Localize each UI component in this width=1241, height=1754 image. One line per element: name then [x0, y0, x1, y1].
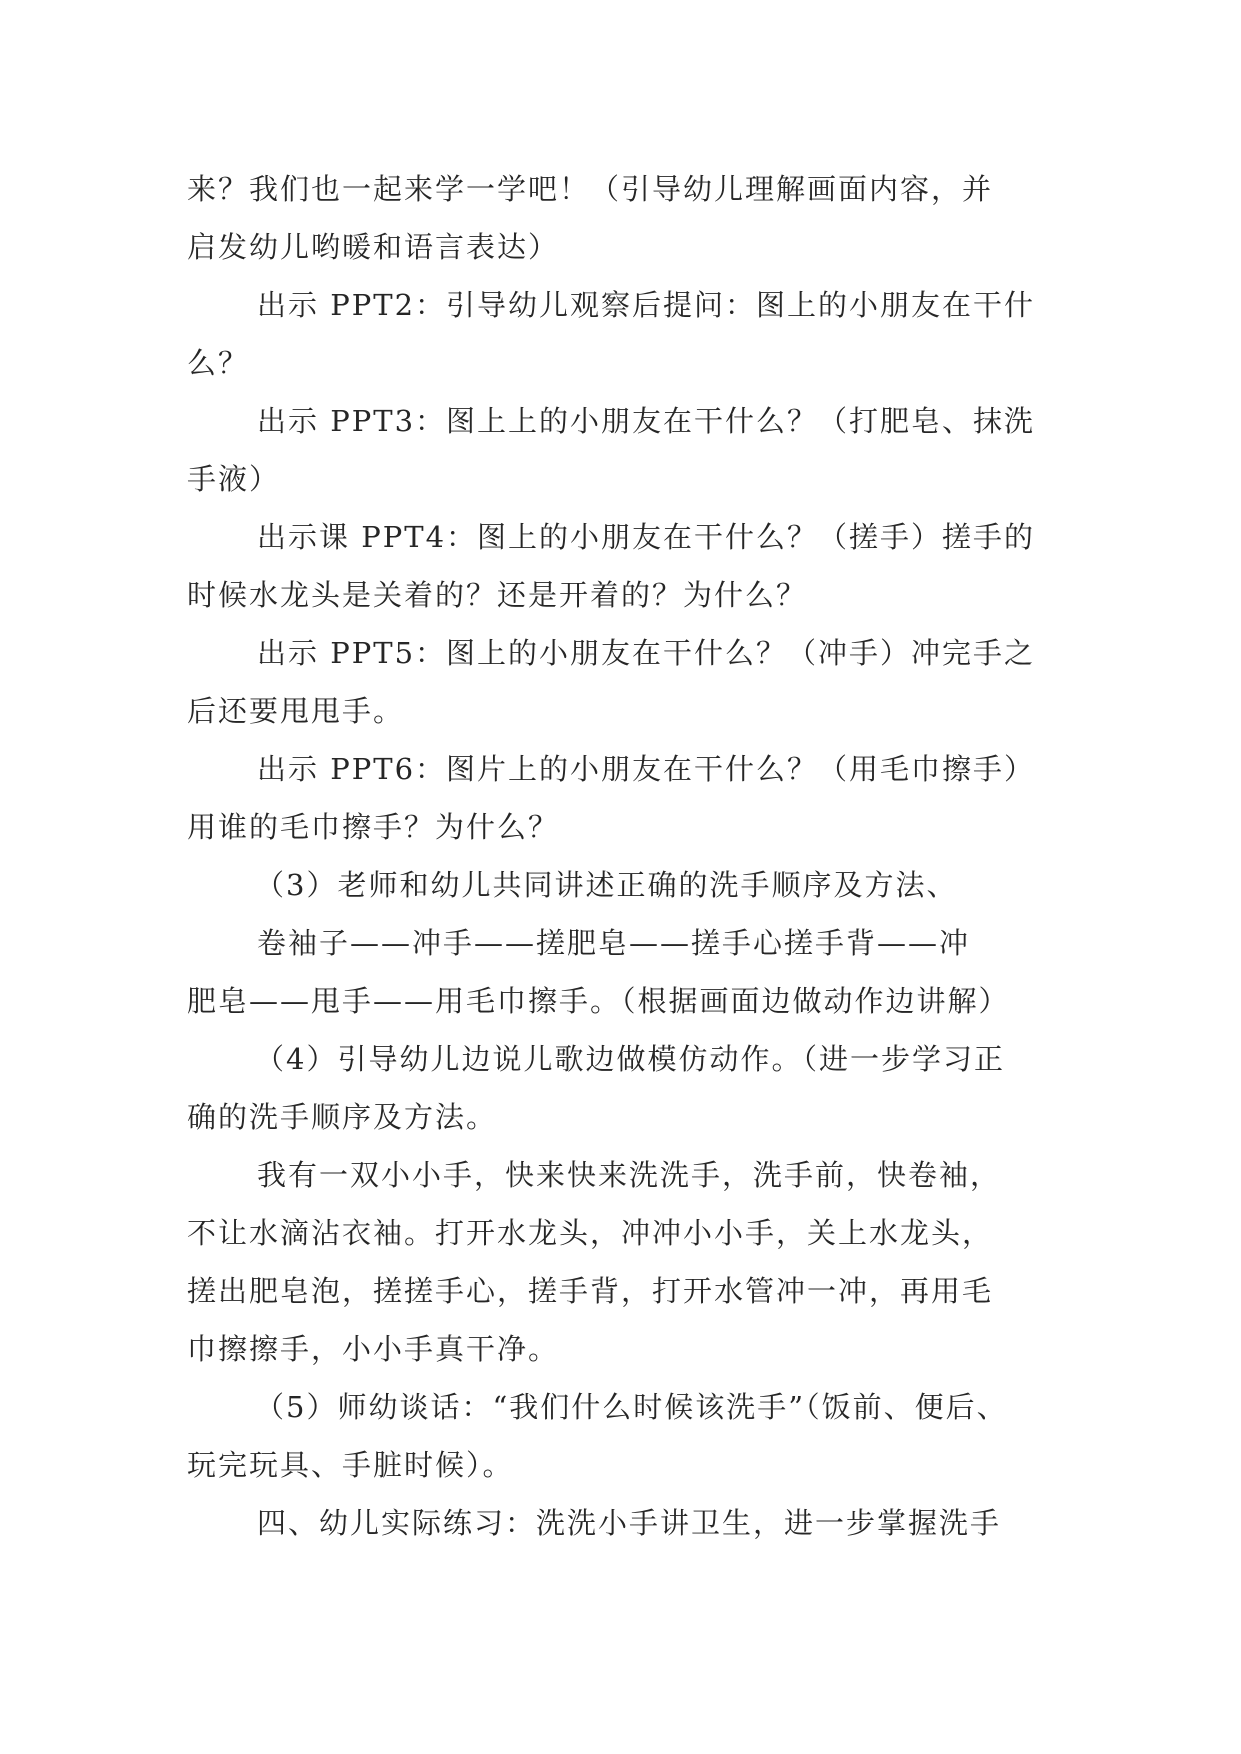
text-line: 确的洗手顺序及方法。: [187, 1100, 498, 1134]
text-line: 用谁的毛巾擦手？为什么？: [187, 810, 560, 844]
text-line: 时候水龙头是关着的？还是开着的？为什么？: [187, 578, 808, 612]
text-line: 手液）: [187, 462, 281, 496]
text-line: （5）师幼谈话：“我们什么时候该洗手”（饭前、便后、: [255, 1390, 1008, 1424]
body-text: [187, 160, 1077, 1552]
text-line: 出示 PPT5：图上的小朋友在干什么？（冲手）冲完手之: [257, 636, 1036, 670]
text-line: 来？我们也一起来学一学吧！（引导幼儿理解画面内容，并: [187, 172, 994, 206]
text-line: 搓出肥皂泡，搓搓手心，搓手背，打开水管冲一冲，再用毛: [187, 1274, 994, 1308]
text-line: 不让水滴沾衣袖。打开水龙头，冲冲小小手，关上水龙头，: [187, 1216, 994, 1250]
text-line: 巾擦擦手，小小手真干净。: [187, 1332, 560, 1366]
text-line: 么？: [187, 346, 250, 380]
text-line: （4）引导幼儿边说儿歌边做模仿动作。（进一步学习正: [255, 1042, 1005, 1076]
text-line: 我有一双小小手，快来快来洗洗手，洗手前，快卷袖，: [257, 1158, 1002, 1192]
text-line: 卷袖子——冲手——搓肥皂——搓手心搓手背——冲: [257, 926, 971, 960]
text-line: （3）老师和幼儿共同讲述正确的洗手顺序及方法、: [255, 868, 958, 902]
text-line: 启发幼儿哟暖和语言表达）: [187, 230, 560, 264]
text-line: 后还要甩甩手。: [187, 694, 405, 728]
text-line: 肥皂——甩手——用毛巾擦手。（根据画面边做动作边讲解）: [187, 984, 1010, 1018]
text-line: 出示 PPT2：引导幼儿观察后提问：图上的小朋友在干什: [257, 288, 1036, 322]
text-line: 出示课 PPT4：图上的小朋友在干什么？（搓手）搓手的: [257, 520, 1036, 554]
text-line: 出示 PPT6：图片上的小朋友在干什么？（用毛巾擦手）: [257, 752, 1036, 786]
text-line: 出示 PPT3：图上上的小朋友在干什么？（打肥皂、抹洗: [257, 404, 1036, 438]
text-line: 玩完玩具、手脏时候）。: [187, 1448, 514, 1482]
text-line: 四、幼儿实际练习：洗洗小手讲卫生，进一步掌握洗手: [257, 1506, 1002, 1540]
